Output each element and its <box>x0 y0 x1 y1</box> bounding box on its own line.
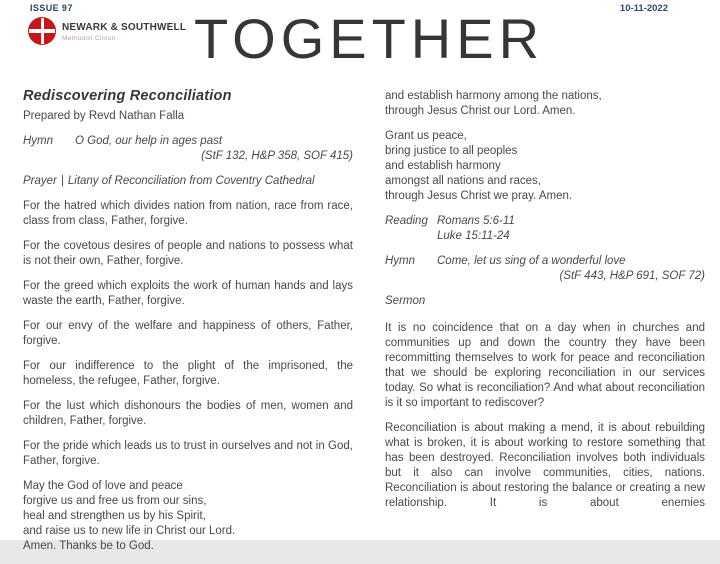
litany-paragraph: For the lust which dishonours the bodies of men, women and children, Father, forgive. <box>23 400 353 427</box>
org-name: NEWARK & SOUTHWELL <box>62 22 187 33</box>
org-subtitle: Methodist Circuit <box>62 35 116 42</box>
peace-prayer-line: Grant us peace, <box>385 130 467 142</box>
reading-reference: Luke 15:11-24 <box>437 230 510 242</box>
closing-prayer-line: Amen. Thanks be to God. <box>23 540 154 552</box>
hymn-row <box>23 134 353 149</box>
left-column <box>23 89 353 564</box>
peace-prayer-line: bring justice to all peoples <box>385 145 518 157</box>
litany-paragraph: For our indifference to the plight of the imprisoned, the homeless, the refugee, Father, forgive. <box>23 360 353 387</box>
prayer-row <box>23 174 353 189</box>
peace-prayer <box>385 129 705 204</box>
sermon-paragraph: It is no coincidence that on a day when in churches and communities up and down the country they have been recommitting themselves to work for peace and reconciliation that we should be exploring reconciliation in our services today. So what is reconciliation? And what about reconciliation is it so important to rediscover? <box>385 322 705 409</box>
prayer-label: Prayer <box>23 175 57 187</box>
reading-references <box>437 214 705 244</box>
sermon-label: Sermon <box>385 295 426 307</box>
closing-prayer-line: May the God of love and peace <box>23 480 183 492</box>
closing-prayer-line: forgive us and free us from our sins, <box>23 495 207 507</box>
hymn-title: Come, let us sing of a wonderful love <box>437 255 626 267</box>
closing-prayer-line: heal and strengthen us by his Spirit, <box>23 510 206 522</box>
closing-prayer <box>23 479 353 554</box>
hymn-row <box>385 254 705 269</box>
sermon-paragraph: Reconciliation is about making a mend, it is about rebuilding what is broken, it is about working to restore something that has been destroyed. Reconciliation involves both individuals but it also can involve communities, cities, nations. Reconciliation is about restoring the balance or creating a new relationship. It is about enemies <box>385 422 705 509</box>
reading-label: Reading <box>385 215 428 227</box>
article-columns <box>23 89 705 564</box>
newsletter-title: TOGETHER <box>193 7 545 70</box>
article-byline: Prepared by Revd Nathan Falla <box>23 110 185 122</box>
hymn-label: Hymn <box>23 135 54 147</box>
litany-paragraph: For our envy of the welfare and happiness of others, Father, forgive. <box>23 320 353 347</box>
litany-paragraph: For the covetous desires of people and nations to possess what is not their own, Father, forgive. <box>23 240 353 267</box>
header-date: 10-11-2022 <box>619 3 668 14</box>
issue-number: ISSUE 97 <box>30 3 73 13</box>
litany-paragraph: For the pride which leads us to trust in ourselves and not in God, Father, forgive. <box>23 440 353 467</box>
right-column <box>385 89 705 564</box>
prayer-continuation-line: and establish harmony among the nations, <box>385 90 602 102</box>
prayer-continuation-line: through Jesus Christ our Lord. Amen. <box>385 105 576 117</box>
hymn-title: O God, our help in ages past <box>75 135 223 147</box>
reading-row <box>385 214 705 244</box>
hymn-reference: (StF 132, H&P 358, SOF 415) <box>201 150 353 162</box>
reading-reference: Romans 5:6-11 <box>437 215 515 227</box>
litany-paragraph: For the hatred which divides nation from nation, race from race, class from class, Father, forgive. <box>23 200 353 227</box>
litany-paragraph: For the greed which exploits the work of human hands and lays waste the earth, Father, forgive. <box>23 280 353 307</box>
prayer-separator: | <box>60 175 64 187</box>
article-heading: Rediscovering Reconciliation <box>23 88 232 104</box>
prayer-source: Litany of Reconciliation from Coventry Cathedral <box>67 175 315 187</box>
hymn-reference: (StF 443, H&P 691, SOF 72) <box>559 270 705 282</box>
closing-prayer-line: and raise us to new life in Christ our Lord. <box>23 525 236 537</box>
prayer-continuation <box>385 89 705 119</box>
peace-prayer-line: and establish harmony <box>385 160 501 172</box>
hymn-label: Hymn <box>385 255 416 267</box>
peace-prayer-line: amongst all nations and races, <box>385 175 541 187</box>
peace-prayer-line: through Jesus Christ we pray. Amen. <box>385 190 573 202</box>
